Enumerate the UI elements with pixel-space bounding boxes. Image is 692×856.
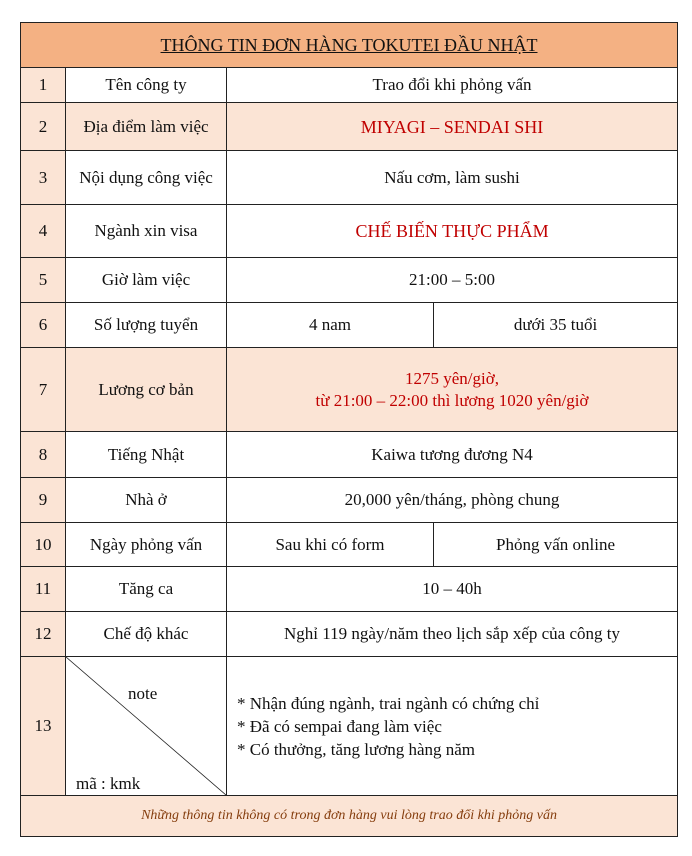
note-bullet: * Có thưởng, tăng lương hàng năm xyxy=(237,739,476,759)
salary-line-2: từ 21:00 – 22:00 thì lương 1020 yên/giờ xyxy=(315,390,589,410)
table-title-row xyxy=(21,23,678,68)
row-label: Nội dụng công việc xyxy=(66,151,227,205)
row-label: Số lượng tuyển xyxy=(66,303,227,348)
row-value-b: Phỏng vấn online xyxy=(434,523,678,567)
row-value-a: Sau khi có form xyxy=(227,523,434,567)
row-number: 10 xyxy=(21,523,66,567)
table-row xyxy=(21,205,678,258)
row-number: 13 xyxy=(21,657,66,796)
row-number: 5 xyxy=(21,258,66,303)
row-value: Trao đổi khi phỏng vấn xyxy=(227,68,678,103)
row-label: Địa điểm làm việc xyxy=(66,103,227,151)
row-number: 11 xyxy=(21,567,66,612)
table-row xyxy=(21,258,678,303)
row-number: 2 xyxy=(21,103,66,151)
row-number: 4 xyxy=(21,205,66,258)
order-info-table xyxy=(20,22,678,837)
table-row xyxy=(21,348,678,432)
table-row xyxy=(21,523,678,567)
row-label: Ngày phỏng vấn xyxy=(66,523,227,567)
row-number: 12 xyxy=(21,612,66,657)
notes-cell xyxy=(227,657,678,796)
row-label: Tăng ca xyxy=(66,567,227,612)
row-value: CHẾ BIẾN THỰC PHẨM xyxy=(227,205,678,258)
row-value: 21:00 – 5:00 xyxy=(227,258,678,303)
row-label: Chế độ khác xyxy=(66,612,227,657)
row-number: 8 xyxy=(21,432,66,478)
row-label: Lương cơ bản xyxy=(66,348,227,432)
table-row xyxy=(21,68,678,103)
row-value: MIYAGI – SENDAI SHI xyxy=(227,103,678,151)
row-number: 1 xyxy=(21,68,66,103)
table-row xyxy=(21,103,678,151)
table-row xyxy=(21,657,678,796)
row-label: Tên công ty xyxy=(66,68,227,103)
row-value: Kaiwa tương đương N4 xyxy=(227,432,678,478)
salary-line-1: 1275 yên/giờ, xyxy=(405,368,499,388)
table-title: THÔNG TIN ĐƠN HÀNG TOKUTEI ĐẦU NHẬT xyxy=(21,23,678,68)
row-value: 10 – 40h xyxy=(227,567,678,612)
row-number: 9 xyxy=(21,478,66,523)
row-value: 20,000 yên/tháng, phòng chung xyxy=(227,478,678,523)
table-row xyxy=(21,612,678,657)
table-row xyxy=(21,303,678,348)
table-row xyxy=(21,432,678,478)
row-value xyxy=(227,348,678,432)
footer-row xyxy=(21,796,678,837)
row-value-b: dưới 35 tuổi xyxy=(434,303,678,348)
row-value-a: 4 nam xyxy=(227,303,434,348)
row-number: 3 xyxy=(21,151,66,205)
row-label: Ngành xin visa xyxy=(66,205,227,258)
table-row xyxy=(21,567,678,612)
footer-note: Những thông tin không có trong đơn hàng vui lòng trao đổi khi phỏng vấn xyxy=(21,796,678,837)
note-label: note xyxy=(128,684,158,703)
row-value: Nấu cơm, làm sushi xyxy=(227,151,678,205)
row-number: 6 xyxy=(21,303,66,348)
note-diagonal-cell xyxy=(66,657,227,796)
table-row xyxy=(21,478,678,523)
note-bullet: * Nhận đúng ngành, trai ngành có chứng chỉ xyxy=(237,693,540,713)
row-label: Giờ làm việc xyxy=(66,258,227,303)
row-label: Nhà ở xyxy=(66,478,227,523)
note-bullet: * Đã có sempai đang làm việc xyxy=(237,716,442,736)
row-value: Nghỉ 119 ngày/năm theo lịch sắp xếp của công ty xyxy=(227,612,678,657)
row-number: 7 xyxy=(21,348,66,432)
table-row xyxy=(21,151,678,205)
row-label: Tiếng Nhật xyxy=(66,432,227,478)
code-label: mã : kmk xyxy=(76,774,141,793)
